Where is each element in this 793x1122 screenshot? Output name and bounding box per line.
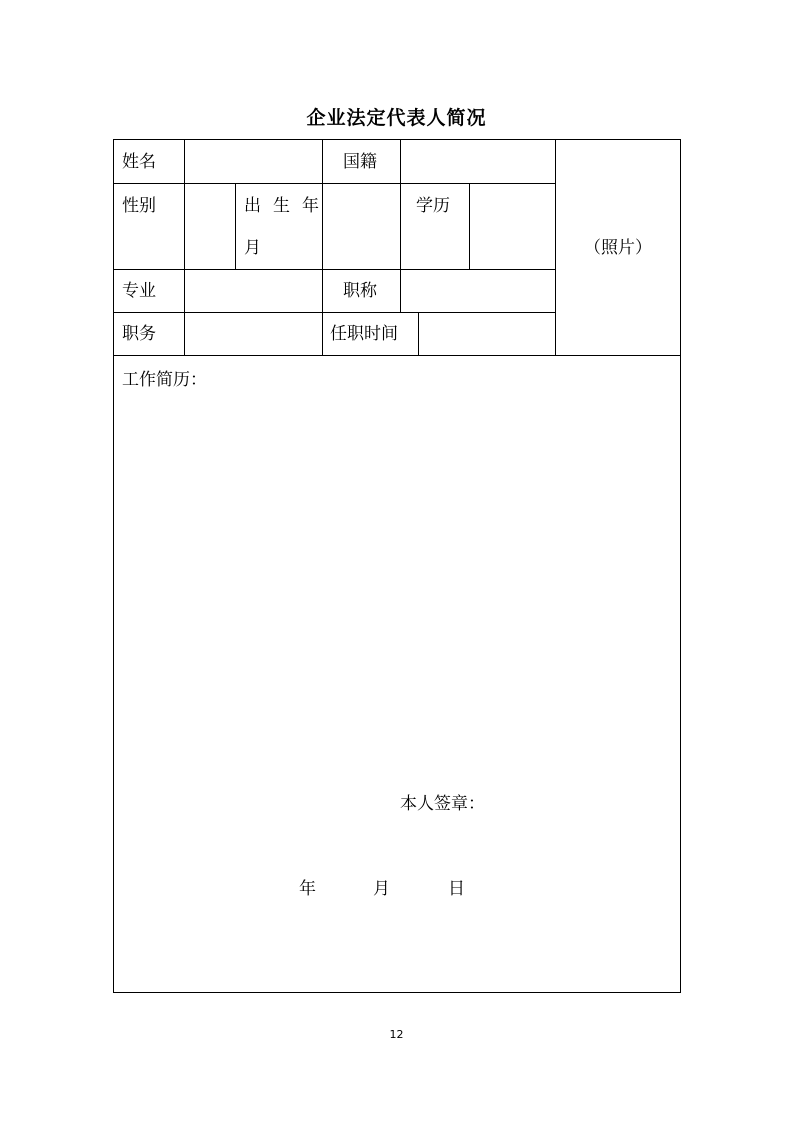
date-day: 日: [448, 879, 465, 899]
page-number: 12: [389, 1028, 404, 1041]
work-history-label: 工作简历：: [122, 370, 207, 390]
name-label: 姓名: [122, 152, 156, 172]
col-divider: [400, 269, 401, 312]
page-title: 企业法定代表人简况: [306, 107, 487, 129]
col-divider: [400, 183, 401, 269]
row-divider: [114, 183, 555, 184]
date-year: 年: [299, 879, 316, 899]
position-label: 职务: [122, 324, 156, 344]
education-label: 学历: [416, 196, 450, 216]
row-divider: [114, 355, 680, 356]
row-divider: [114, 312, 555, 313]
row-divider: [114, 269, 555, 270]
col-divider: [469, 183, 470, 269]
col-divider: [322, 312, 323, 355]
col-divider: [184, 140, 185, 356]
gender-label: 性别: [122, 196, 156, 216]
tenure-label: 任职时间: [330, 324, 398, 344]
birth-label-line1: 出生年: [244, 196, 331, 216]
professional-title-label: 职称: [343, 281, 377, 301]
col-divider: [235, 183, 236, 269]
photo-placeholder: （照片）: [584, 238, 652, 258]
col-divider: [418, 312, 419, 355]
date-month: 月: [373, 879, 390, 899]
col-divider: [322, 140, 323, 183]
col-divider: [322, 269, 323, 312]
signature-label: 本人签章：: [400, 794, 485, 814]
birth-label-line2: 月: [244, 238, 261, 258]
representative-form: [113, 139, 681, 993]
col-divider: [400, 140, 401, 183]
major-label: 专业: [122, 281, 156, 301]
nationality-label: 国籍: [343, 152, 377, 172]
